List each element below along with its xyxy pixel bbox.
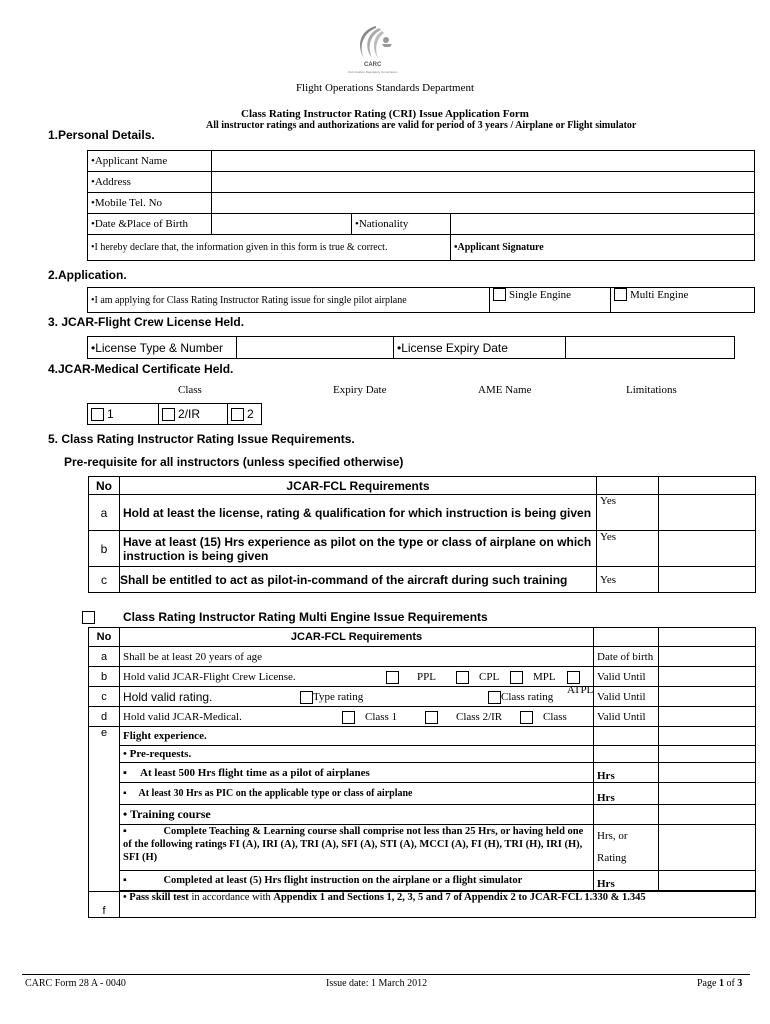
row-b-right: Valid Until	[594, 667, 659, 687]
prereq-text: Shall be entitled to act as pilot-in-command of the aircraft during such training	[120, 567, 597, 593]
type-rating-label: Type rating	[313, 691, 364, 704]
row-b-no: b	[89, 667, 120, 687]
prereq-col-no: No	[89, 477, 120, 495]
medical-class-1-label: 1	[107, 406, 114, 421]
teaching-hrs-label: Hrs, or	[597, 830, 628, 842]
row-e-extra	[659, 727, 756, 746]
address-field[interactable]	[212, 172, 755, 193]
teaching-course-field[interactable]	[659, 825, 756, 871]
section5-subheading: Pre-requisite for all instructors (unless specified otherwise)	[64, 455, 404, 469]
multi-engine-label: Multi Engine	[630, 289, 689, 301]
table-row	[89, 495, 756, 531]
skill-test-label: • Pass skill test	[123, 892, 189, 903]
medical-col-limitations: Limitations	[626, 384, 677, 396]
license-type-label: •License Type & Number	[88, 337, 237, 359]
medical-class1-option[interactable]	[342, 711, 397, 724]
table-row	[89, 707, 756, 727]
hrs-500-right: Hrs	[594, 763, 659, 783]
table-row	[89, 805, 756, 825]
mobile-field[interactable]	[212, 193, 755, 214]
row-d-cell	[120, 707, 594, 727]
row-d-right: Valid Until	[594, 707, 659, 727]
prereq-text: Have at least (15) Hrs experience as pilot on the type or class of airplane on which instruction is being given	[120, 531, 597, 567]
medical-class-2-checkbox[interactable]	[231, 408, 244, 421]
row-c-field[interactable]	[659, 687, 756, 707]
section5-heading: 5. Class Rating Instructor Rating Issue Requirements.	[48, 432, 355, 446]
hrs-500-field[interactable]	[659, 763, 756, 783]
multi-col-no: No	[89, 628, 120, 647]
table-row	[89, 667, 756, 687]
training-extra	[659, 805, 756, 825]
page-total: 3	[737, 978, 743, 989]
pre-requests-label: • Pre-requests.	[120, 746, 594, 763]
medical-class-2[interactable]	[228, 404, 262, 425]
table-row	[89, 871, 756, 891]
row-b-field[interactable]	[659, 667, 756, 687]
mpl-option[interactable]	[510, 671, 556, 684]
prereq-answer: Yes	[597, 531, 659, 567]
medical-class-checkbox[interactable]	[520, 711, 533, 724]
class-rating-option[interactable]	[488, 691, 553, 704]
cpl-label: CPL	[479, 671, 500, 684]
license-expiry-field[interactable]	[566, 337, 735, 359]
hrs-500-text: ▪ At least 500 Hrs flight time as a pilot of airplanes	[120, 763, 594, 783]
medical-class-label: Class	[543, 711, 567, 724]
nationality-field[interactable]	[451, 214, 755, 235]
application-table	[87, 287, 755, 313]
prereq-field[interactable]	[659, 567, 756, 593]
hrs-5-text: ▪ Completed at least (5) Hrs flight instruction on the airplane or a flight simulator	[120, 871, 594, 891]
row-b-cell	[120, 667, 594, 696]
type-rating-option[interactable]	[300, 691, 363, 704]
multi-engine-option[interactable]	[611, 288, 755, 313]
medical-class-1[interactable]	[88, 404, 159, 425]
pre-requests-extra	[659, 746, 756, 763]
hrs-5-right: Hrs	[594, 871, 659, 891]
logo-text: CARC	[364, 62, 382, 68]
page-number: 1	[718, 978, 724, 989]
medical-class1-checkbox[interactable]	[342, 711, 355, 724]
row-a-right: Date of birth	[594, 647, 659, 667]
signature-label: •Applicant Signature	[451, 235, 755, 261]
prereq-answer: Yes	[597, 495, 659, 531]
prereq-field[interactable]	[659, 495, 756, 531]
hrs-30-right: Hrs	[594, 783, 659, 805]
row-d-no: d	[89, 707, 120, 727]
teaching-course-right	[594, 825, 659, 871]
table-row	[89, 763, 756, 783]
row-c-text: Hold valid rating.	[123, 689, 213, 704]
cpl-option[interactable]	[456, 671, 499, 684]
row-c-no: c	[89, 687, 120, 707]
medical-col-expiry: Expiry Date	[333, 384, 387, 396]
row-e-text: Flight experience.	[120, 727, 594, 746]
footer-page	[697, 978, 742, 989]
mpl-checkbox[interactable]	[510, 671, 523, 684]
multi-engine-table	[88, 627, 756, 918]
section4-heading: 4.JCAR-Medical Certificate Held.	[48, 362, 234, 376]
medical-col-class: Class	[178, 384, 202, 396]
medical-class-2ir-checkbox[interactable]	[162, 408, 175, 421]
prereq-field[interactable]	[659, 531, 756, 567]
department-name: Flight Operations Standards Department	[295, 82, 475, 94]
row-f-no: f	[89, 892, 120, 918]
medical-class2ir-option[interactable]	[425, 711, 502, 724]
mobile-label: •Mobile Tel. No	[88, 193, 212, 214]
teaching-rating-label: Rating	[597, 852, 627, 864]
multi-engine-requirements-checkbox[interactable]	[82, 611, 95, 624]
table-row	[89, 647, 756, 667]
prereq-answer: Yes	[597, 567, 659, 593]
atpl-checkbox[interactable]	[567, 671, 580, 684]
section2-heading: 2.Application.	[48, 268, 127, 282]
medical-class-2-label: 2	[247, 406, 254, 421]
prereq-col-req: JCAR-FCL Requirements	[120, 477, 597, 495]
row-f-text	[120, 892, 756, 918]
class-rating-label: Class rating	[501, 691, 554, 704]
row-c-right: Valid Until	[594, 687, 659, 707]
prerequisite-table	[88, 476, 756, 593]
medical-class-2ir-label: 2/IR	[178, 406, 201, 421]
teaching-course-text: ▪ Complete Teaching & Learning course shall comprise not less than 25 Hrs, or having held one of the following ratings FI (A), IRI (A), TRI (A), SFI (A), STI (A), MCCI (A), FI (H), TRI (H), IRI (H), SFI (H)	[120, 825, 594, 871]
training-right	[594, 805, 659, 825]
medical-class2ir-checkbox[interactable]	[425, 711, 438, 724]
training-course-label: • Training course	[120, 805, 594, 825]
multi-engine-heading: Class Rating Instructor Rating Multi Engine Issue Requirements	[123, 610, 488, 624]
row-e-right	[594, 727, 659, 746]
medical-table	[87, 403, 262, 425]
ppl-option[interactable]	[386, 671, 436, 684]
ppl-label: PPL	[417, 671, 436, 684]
row-c-cell	[120, 687, 594, 707]
hrs-5-field[interactable]	[659, 871, 756, 891]
prereq-no: c	[89, 567, 120, 593]
medical-class-1-checkbox[interactable]	[91, 408, 104, 421]
table-row	[89, 825, 756, 871]
address-label: •Address	[88, 172, 212, 193]
multi-col-req: JCAR-FCL Requirements	[120, 628, 594, 647]
prereq-col-extra	[659, 477, 756, 495]
single-engine-label: Single Engine	[509, 289, 572, 301]
single-engine-checkbox[interactable]	[493, 288, 506, 301]
section3-heading: 3. JCAR-Flight Crew License Held.	[48, 315, 245, 329]
type-rating-checkbox[interactable]	[300, 691, 313, 704]
section1-heading: 1.Personal Details.	[48, 128, 155, 142]
personal-details-table	[87, 150, 755, 261]
table-row	[89, 746, 756, 763]
date-place-label: •Date &Place of Birth	[88, 214, 212, 235]
row-e-no: e	[89, 727, 120, 892]
hrs-30-text: ▪ At least 30 Hrs as PIC on the applicable type or class of airplane	[120, 783, 594, 805]
row-d-text: Hold valid JCAR-Medical.	[123, 710, 242, 723]
applying-text: •I am applying for Class Rating Instructor Rating issue for single pilot airplane	[88, 288, 490, 313]
medical-col-ame: AME Name	[478, 384, 532, 396]
multi-col-right	[594, 628, 659, 647]
prereq-no: a	[89, 495, 120, 531]
table-row	[89, 567, 756, 593]
prereq-no: b	[89, 531, 120, 567]
table-row	[89, 727, 756, 746]
license-table	[87, 336, 735, 359]
row-a-field[interactable]	[659, 647, 756, 667]
declaration-text: •I hereby declare that, the information given in this form is true & correct.	[88, 235, 451, 261]
row-a-no: a	[89, 647, 120, 667]
skill-test-appendix: Appendix 1 and Sections 1, 2, 3, 5 and 7 of Appendix 2 to JCAR-FCL 1.330 & 1.345	[273, 892, 646, 903]
medical-class-2ir[interactable]	[159, 404, 228, 425]
ppl-checkbox[interactable]	[386, 671, 399, 684]
row-b-text: Hold valid JCAR-Flight Crew License.	[123, 670, 296, 683]
applicant-name-label: •Applicant Name	[88, 151, 212, 172]
table-row	[89, 687, 756, 707]
single-engine-option[interactable]	[490, 288, 611, 313]
footer-form-no: CARC Form 28 A - 0040	[25, 978, 126, 989]
nationality-label: •Nationality	[352, 214, 451, 235]
hrs-30-field[interactable]	[659, 783, 756, 805]
skill-test-mid: in accordance with	[188, 892, 274, 903]
prereq-col-answer	[597, 477, 659, 495]
license-type-field[interactable]	[237, 337, 394, 359]
form-title: Class Rating Instructor Rating (CRI) Issue Application Form	[241, 108, 529, 120]
form-subtitle: All instructor ratings and authorizations are valid for period of 3 years / Airplane or Flight simulator	[206, 120, 637, 131]
date-place-field[interactable]	[212, 214, 352, 235]
page-prefix: Page	[697, 978, 719, 989]
applicant-name-field[interactable]	[212, 151, 755, 172]
table-row	[89, 531, 756, 567]
medical-class1-label: Class 1	[365, 711, 398, 724]
table-row	[89, 783, 756, 805]
atpl-label: ATPL	[567, 684, 594, 696]
class-rating-checkbox[interactable]	[488, 691, 501, 704]
pre-requests-right	[594, 746, 659, 763]
row-d-field[interactable]	[659, 707, 756, 727]
cpl-checkbox[interactable]	[456, 671, 469, 684]
medical-class2ir-label: Class 2/IR	[456, 711, 503, 724]
footer-issue-date: Issue date: 1 March 2012	[326, 978, 428, 989]
logo-subtext: Civil Aviation Regulatory Commission	[348, 70, 398, 74]
prereq-text: Hold at least the license, rating & qualification for which instruction is being given	[120, 495, 597, 531]
carc-logo	[346, 22, 406, 80]
license-expiry-label: •License Expiry Date	[394, 337, 566, 359]
page-of: of	[723, 978, 738, 989]
mpl-label: MPL	[533, 671, 556, 684]
multi-engine-checkbox[interactable]	[614, 288, 627, 301]
footer-line	[22, 974, 750, 975]
medical-class-option[interactable]	[520, 711, 567, 724]
multi-col-extra	[659, 628, 756, 647]
row-a-text: Shall be at least 20 years of age	[120, 647, 594, 667]
table-row	[89, 892, 756, 918]
